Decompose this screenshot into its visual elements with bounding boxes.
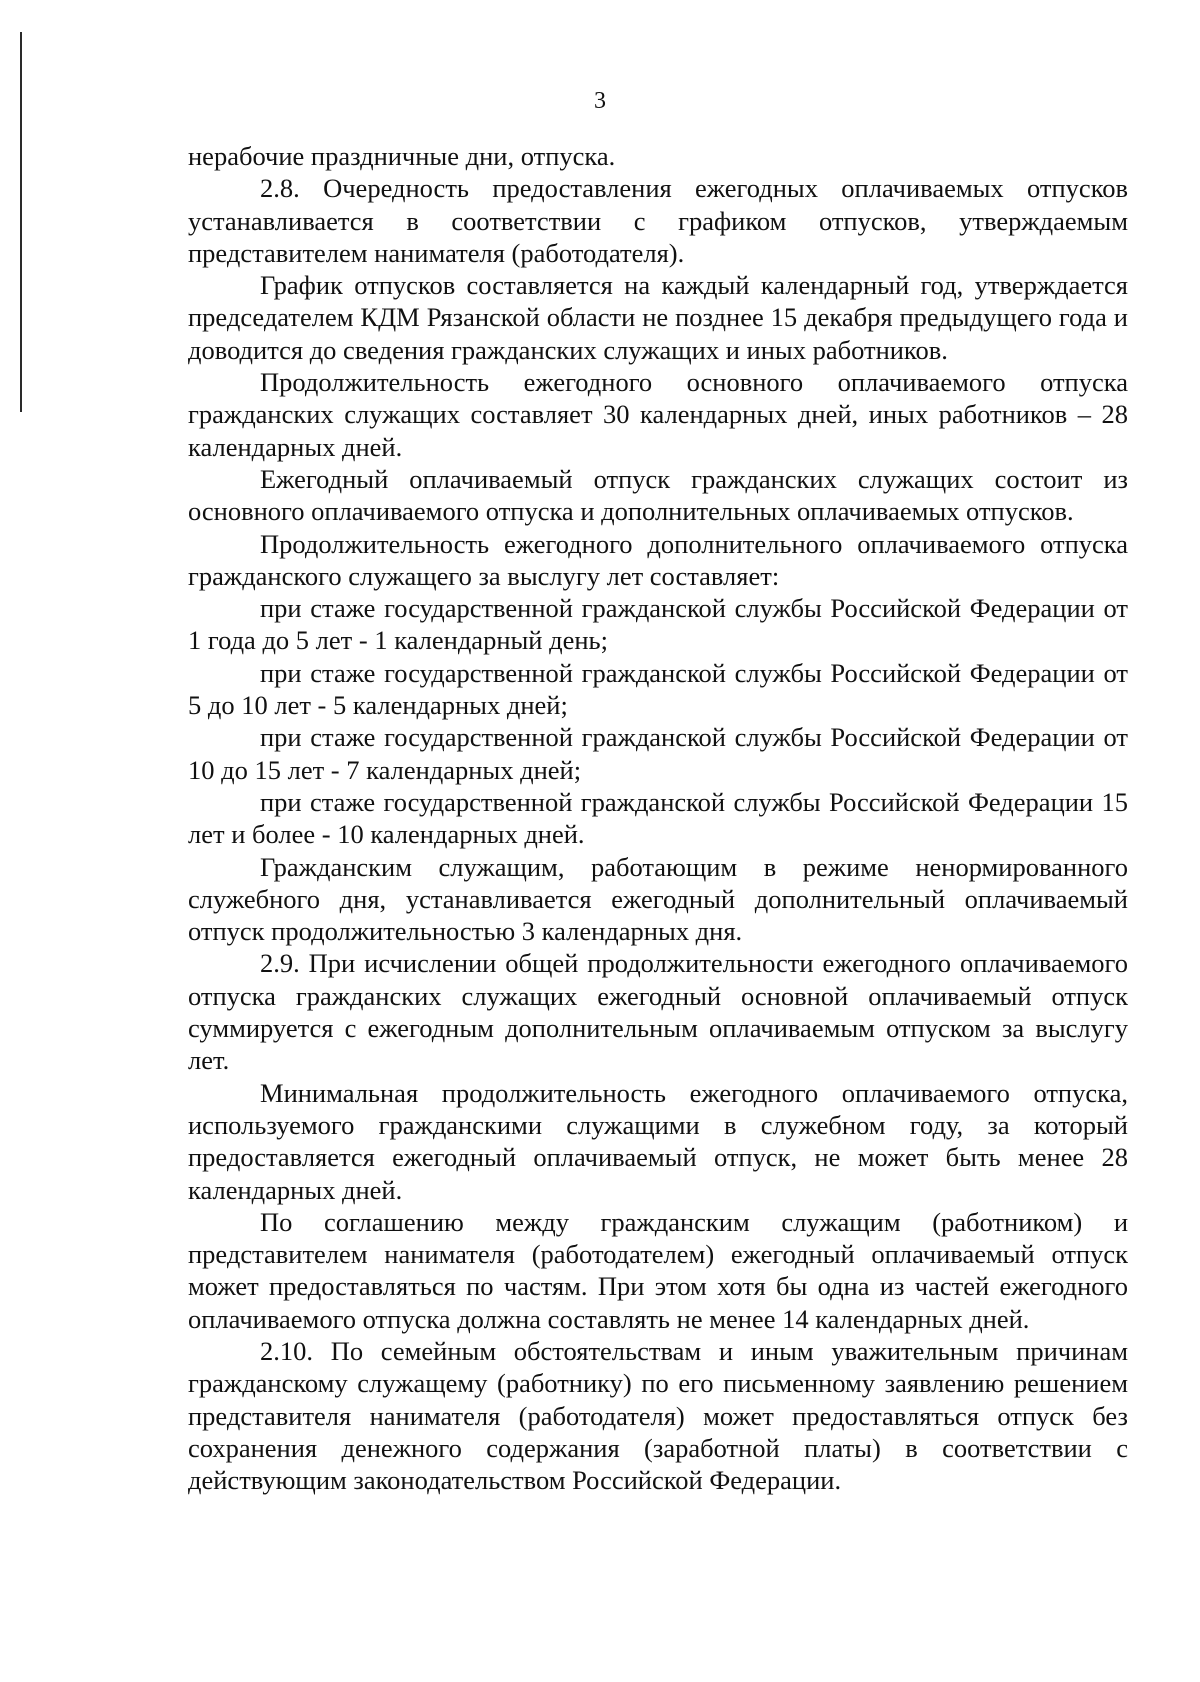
paragraph-main-vacation-duration: Продолжительность ежегодного основного оплачиваемого отпуска гражданских служащих составляет 30 календарных дней, иных работников – 28 календарных дней. <box>188 367 1128 462</box>
paragraph-2-9: 2.9. При исчислении общей продолжительности ежегодного оплачиваемого отпуска гражданских служащих ежегодный основной оплачиваемый отпуск суммируется с ежегодным дополнительным оплачиваемым отпуском за выслугу лет. <box>188 948 1128 1076</box>
paragraph-continuation: нерабочие праздничные дни, отпуска. <box>188 141 616 171</box>
paragraph-tenure-5-10: при стаже государственной гражданской службы Российской Федерации от 5 до 10 лет - 5 календарных дней; <box>188 657 1128 721</box>
paragraph-irregular-hours: Гражданским служащим, работающим в режиме ненормированного служебного дня, устанавливается ежегодный дополнительный оплачиваемый отпуск продолжительностью 3 календарных дня. <box>188 851 1128 947</box>
paragraph-vacation-schedule: График отпусков составляется на каждый календарный год, утверждается председателем КДМ Рязанской области не позднее 15 декабря предыдущего года и доводится до сведения гражданских служащих и иных работников. <box>188 270 1128 365</box>
paragraph-2-8: 2.8. Очередность предоставления ежегодных оплачиваемых отпусков устанавливается в соответствии с графиком отпусков, утверждаемым представителем нанимателя (работодателя). <box>188 173 1128 268</box>
paragraph-tenure-1-5: при стаже государственной гражданской службы Российской Федерации от 1 года до 5 лет - 1 календарный день; <box>188 593 1128 656</box>
paragraph-additional-vacation: Продолжительность ежегодного дополнительного оплачиваемого отпуска гражданского служащего за выслугу лет составляет: <box>188 528 1128 591</box>
paragraph-tenure-15-plus: при стаже государственной гражданской службы Российской Федерации 15 лет и более - 10 календарных дней. <box>188 786 1128 850</box>
paragraph-2-10: 2.10. По семейным обстоятельствам и иным уважительным причинам гражданскому служащему (работнику) по его письменному заявлению решением представителя нанимателя (работодателя) может предоставляться отпуск без сохранения денежного содержания (заработной платы) в соответствии с действующим законодательством Российской Федерации. <box>188 1335 1128 1496</box>
page-number: 3 <box>594 88 606 114</box>
paragraph-minimum-duration: Минимальная продолжительность ежегодного оплачиваемого отпуска, используемого гражданскими служащими в служебном году, за который предоставляется ежегодный оплачиваемый отпуск, не может быть менее 28 календарных дней. <box>188 1077 1128 1205</box>
document-body <box>188 140 1128 1496</box>
paragraph-split-vacation: По соглашению между гражданским служащим (работником) и представителем нанимателя (работодателем) ежегодный оплачиваемый отпуск может предоставляться по частям. При этом хотя бы одна из частей ежегодного оплачиваемого отпуска должна составлять не менее 14 календарных дней. <box>188 1206 1128 1334</box>
paragraph-vacation-composition: Ежегодный оплачиваемый отпуск гражданских служащих состоит из основного оплачиваемого отпуска и дополнительных оплачиваемых отпусков. <box>188 463 1128 527</box>
paragraph-tenure-10-15: при стаже государственной гражданской службы Российской Федерации от 10 до 15 лет - 7 календарных дней; <box>188 722 1128 785</box>
